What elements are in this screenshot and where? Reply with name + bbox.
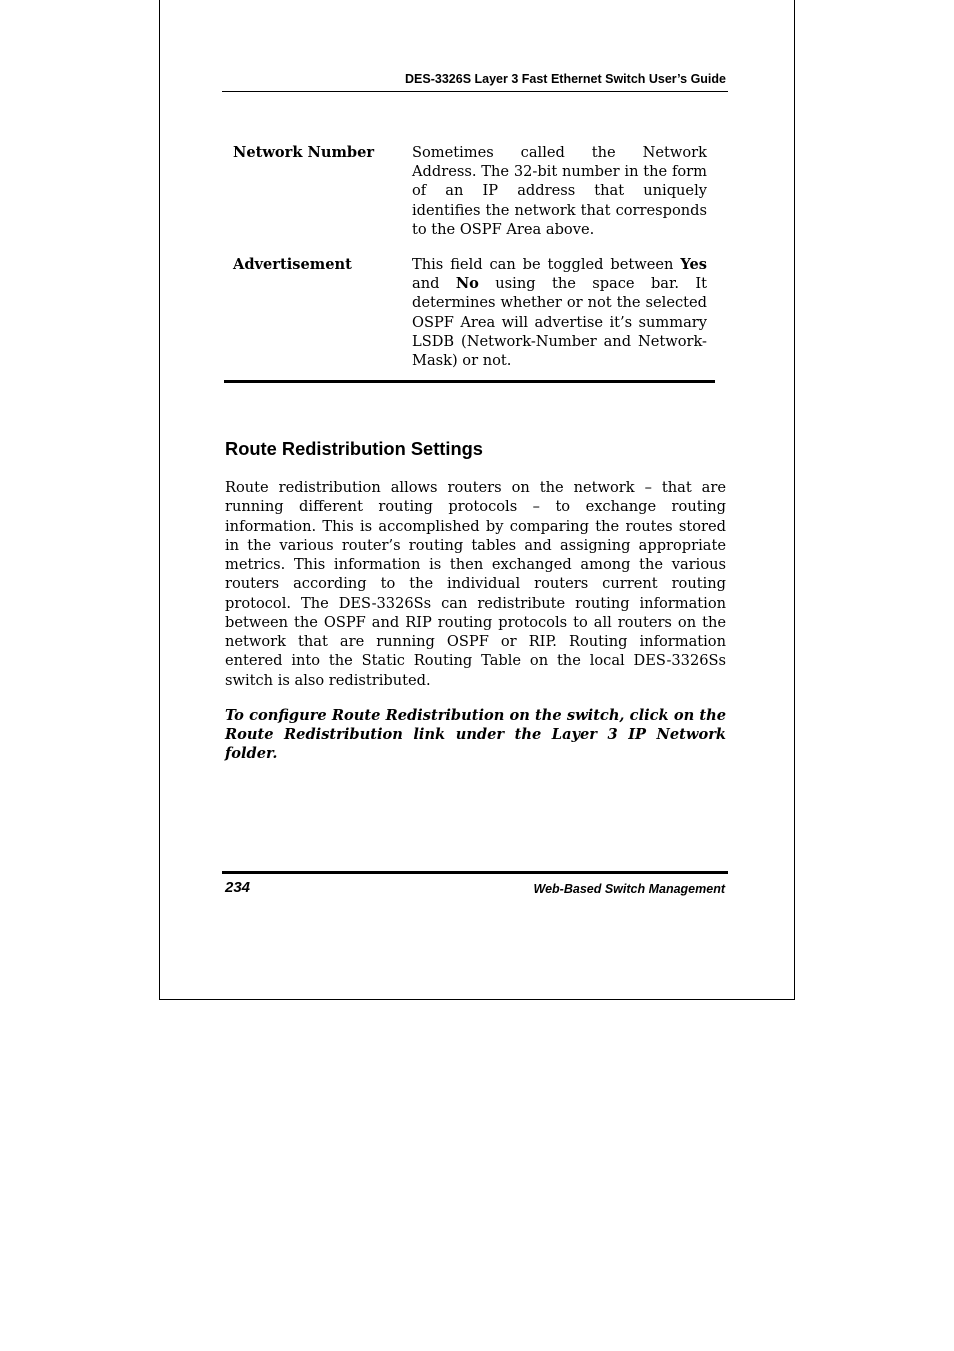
instruction-paragraph: To configure Route Redistribution on the switch, click on the Route Redistribution link under the Layer 3 IP Network folder. (225, 707, 726, 763)
table-bottom-rule (224, 380, 715, 383)
running-header: DES-3326S Layer 3 Fast Ethernet Switch User’s Guide (405, 72, 726, 86)
description-text: This field can be toggled between (412, 256, 681, 273)
running-footer: Web-Based Switch Management (533, 882, 725, 896)
description-text: and (412, 275, 456, 293)
definition-description: Sometimes called the Network Address. The 32-bit number in the form of an IP address that uniquely identifies the network that corresponds to the OSPF Area above. (412, 144, 707, 238)
footer-divider (222, 871, 728, 874)
header-divider (222, 91, 728, 92)
value-no: No (455, 275, 479, 293)
definition-term: Advertisement (233, 256, 352, 273)
definition-description (412, 255, 707, 370)
description-text: using the space bar. It determines whether or not the selected OSPF Area will advertise it’s summary LSDB (Network-Number and Network-Mask) or not. (412, 275, 707, 370)
body-paragraph: Route redistribution allows routers on the network – that are running different routing protocols – to exchange routing information. This is accomplished by comparing the routes stored in the various router’s routing tables and assigning appropriate metrics. This information is then exchanged among the various routers according to the individual routers current routing protocol. The DES-3326Ss can redistribute routing information between the OSPF and RIP routing protocols to all routers on the network that are running OSPF or RIP. Routing information entered into the Static Routing Table on the local DES-3326Ss switch is also redistributed. (225, 479, 726, 689)
definition-term: Network Number (233, 144, 375, 161)
section-heading: Route Redistribution Settings (225, 438, 483, 459)
page-number: 234 (225, 879, 251, 896)
value-yes: Yes (680, 256, 707, 273)
